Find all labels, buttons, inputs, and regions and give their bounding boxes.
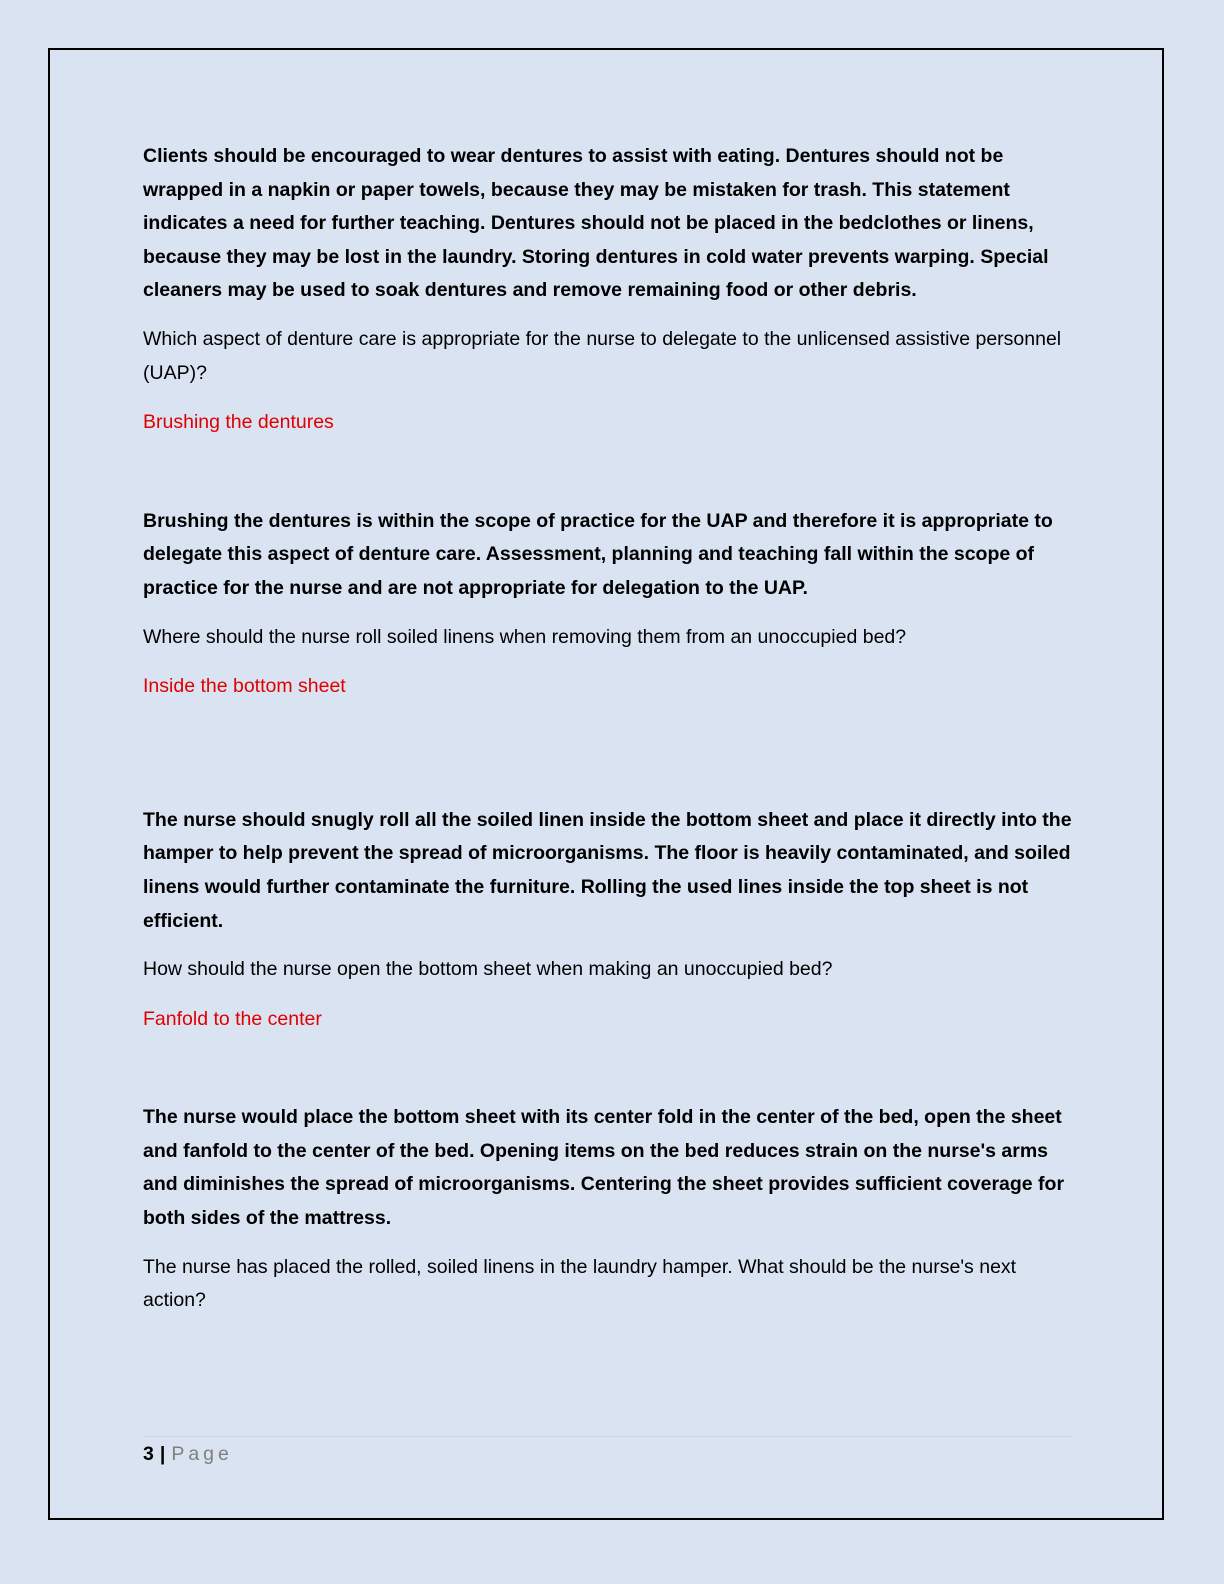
question-soiled-linens: Where should the nurse roll soiled linens when removing them from an unoccupied bed? xyxy=(143,625,907,648)
page-label: Page xyxy=(171,1443,233,1465)
page-footer xyxy=(143,1440,233,1468)
answer-bottom-sheet: Fanfold to the center xyxy=(143,1007,322,1030)
explanation-bottom-sheet: The nurse would place the bottom sheet with its center fold in the center of the bed, open the sheet and fanfold to the center of the bed. Opening items on the bed reduces strain on the nurse's arms and diminishes the spread of microorganisms. Centering the sheet provides sufficient coverage for both sides of the mattress. xyxy=(143,1106,1065,1230)
question-next-action: The nurse has placed the rolled, soiled linens in the laundry hamper. What should be the nurse's next action? xyxy=(143,1255,1017,1312)
explanation-denture-delegation: Brushing the dentures is within the scope of practice for the UAP and therefore it is appropriate to delegate this aspect of denture care. Assessment, planning and teaching fall within the scope of practice for the nurse and are not appropriate for delegation to the UAP. xyxy=(143,509,1053,599)
footer-divider xyxy=(143,1436,1073,1437)
page-content xyxy=(143,140,1078,1318)
answer-soiled-linens: Inside the bottom sheet xyxy=(143,675,346,698)
footer-separator: | xyxy=(159,1443,166,1465)
page-number: 3 xyxy=(143,1443,154,1465)
answer-denture-delegation: Brushing the dentures xyxy=(143,411,334,434)
explanation-soiled-linens: The nurse should snugly roll all the soiled linen inside the bottom sheet and place it directly into the hamper to help prevent the spread of microorganisms. The floor is heavily contaminated, and soiled linens would further contaminate the furniture. Rolling the used lines inside the top sheet is not efficient. xyxy=(143,808,1072,932)
question-denture-delegation: Which aspect of denture care is appropriate for the nurse to delegate to the unlicensed assistive personnel (UAP)? xyxy=(143,327,1062,384)
question-bottom-sheet: How should the nurse open the bottom sheet when making an unoccupied bed? xyxy=(143,958,833,981)
explanation-dentures-storage: Clients should be encouraged to wear dentures to assist with eating. Dentures should not be wrapped in a napkin or paper towels, because they may be mistaken for trash. This statement indicates a need for further teaching. Dentures should not be placed in the bedclothes or linens, because they may be lost in the laundry. Storing dentures in cold water prevents warping. Special cleaners may be used to soak dentures and remove remaining food or other debris. xyxy=(143,145,1049,302)
